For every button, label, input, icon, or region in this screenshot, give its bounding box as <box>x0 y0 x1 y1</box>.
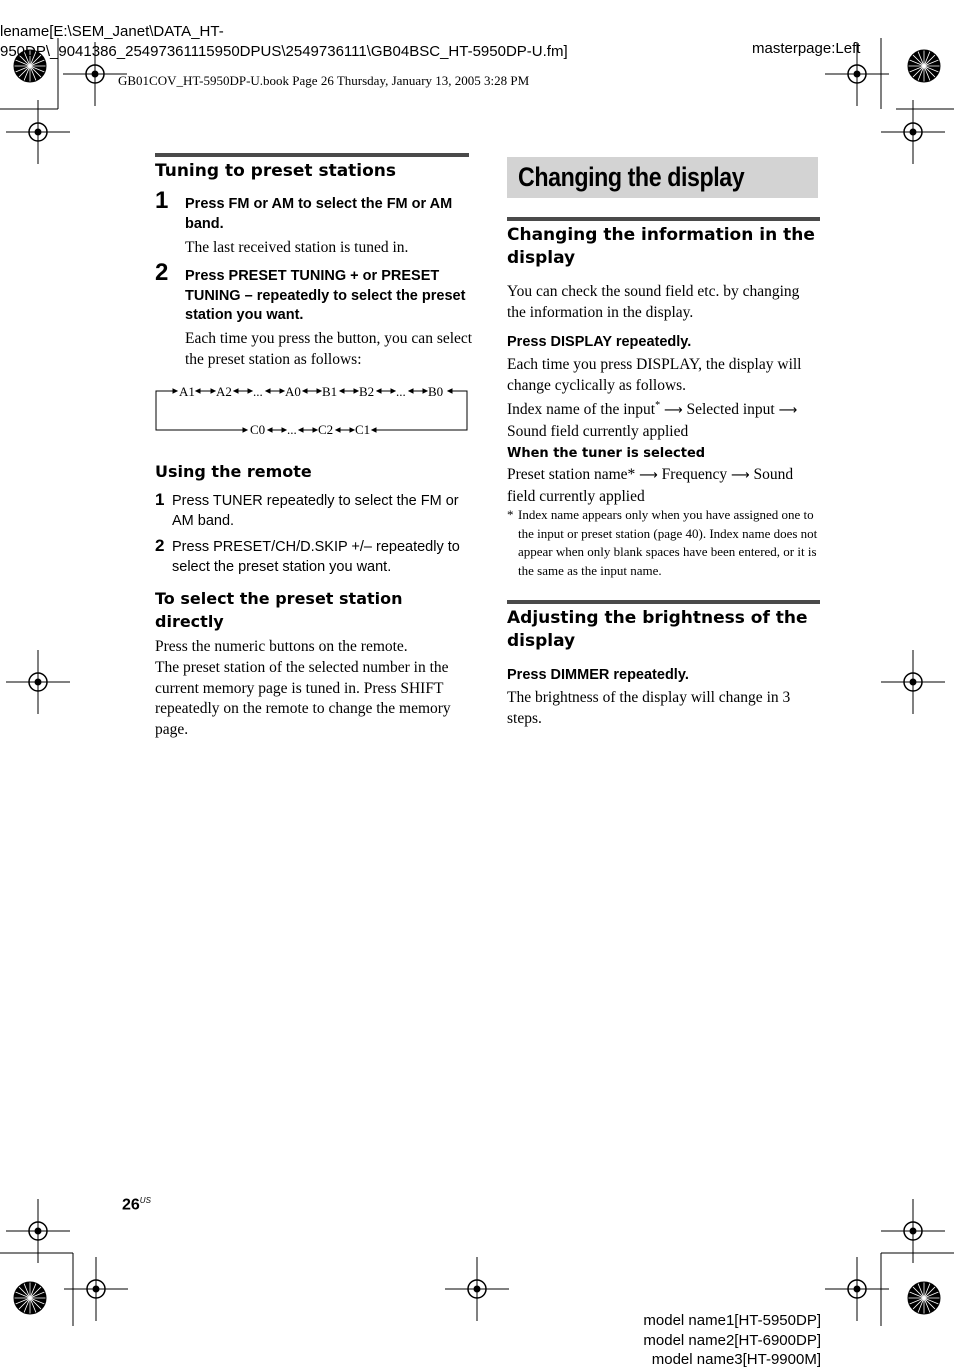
cycle-item: Sound field currently applied <box>507 466 794 505</box>
remote-step-text: Press TUNER repeatedly to select the FM or AM band. <box>172 493 459 529</box>
filename-line-1: lename[E:\SEM_Janet\DATA_HT- <box>0 23 224 40</box>
tuner-cycle <box>507 465 821 507</box>
preset-label: A1 <box>179 384 195 399</box>
arrow-right-icon: ⟶ <box>663 403 683 419</box>
preset-label: C0 <box>250 422 266 437</box>
arrow-right-icon: ⟶ <box>730 468 750 483</box>
step-number: 1 <box>155 187 169 214</box>
display-cycle <box>507 396 821 442</box>
masterpage-label: masterpage:Left <box>752 40 861 57</box>
preset-label: C1 <box>355 422 371 437</box>
section-title-remote: Using the remote <box>155 462 312 481</box>
arrow-right-icon: ⟶ <box>639 468 658 483</box>
section-rule <box>507 217 820 221</box>
page-number <box>122 1196 151 1214</box>
model-name-1: model name1[HT-5950DP] <box>643 1312 821 1329</box>
cycle-item: Frequency <box>661 466 728 483</box>
arrow-right-icon: ⟶ <box>778 403 798 419</box>
filename-line-2: 950DP\_9041386_25497361115950DPUS\2549736111\GB04BSC_HT-5950DP-U.fm] <box>0 43 568 60</box>
preset-label: B2 <box>359 384 375 399</box>
cycle-item: Index name of the input <box>507 401 656 419</box>
model-name-2: model name2[HT-6900DP] <box>643 1332 821 1349</box>
cycle-item: Preset station name* <box>507 466 636 483</box>
footnote: Index name appears only when you have assigned one to the input or preset station (page 40). Index name does not appear when only blank spaces have been entered, or it is the same as the input name. <box>518 507 818 578</box>
step-result: The last received station is tuned in. <box>185 239 409 256</box>
step-number: 2 <box>155 536 165 555</box>
section-title-direct: To select the preset station directly <box>155 589 403 631</box>
footnote-mark: * <box>507 507 514 522</box>
preset-label: ... <box>253 384 263 399</box>
step-number: 2 <box>155 259 169 286</box>
direct-body-1: Press the numeric buttons on the remote. <box>155 638 408 655</box>
preset-label: C2 <box>318 422 334 437</box>
press-dimmer-instruction: Press DIMMER repeatedly. <box>507 667 689 683</box>
info-body: You can check the sound field etc. by changing the information in the display. <box>507 283 800 321</box>
section-title-brightness: Adjusting the brightness of the display <box>507 608 808 651</box>
preset-label: A2 <box>216 384 232 399</box>
step-number: 1 <box>155 490 165 509</box>
preset-label: A0 <box>285 384 301 399</box>
page-number-suffix: US <box>139 1196 151 1205</box>
section-rule <box>507 600 820 604</box>
section-title-tuning: Tuning to preset stations <box>155 161 397 181</box>
section-title-info: Changing the information in the display <box>507 225 815 268</box>
section-rule <box>155 153 469 157</box>
brightness-body: The brightness of the display will change in 3 steps. <box>507 689 791 727</box>
chapter-banner <box>507 157 818 198</box>
chapter-title: Changing the display <box>518 162 745 192</box>
remote-step-text: Press PRESET/CH/D.SKIP +/– repeatedly to select the preset station you want. <box>172 539 460 575</box>
direct-body-2: The preset station of the selected number in the current memory page is tuned in. Press SHIFT repeatedly on the remote to change the memory page. <box>155 659 451 738</box>
book-info: GB01COV_HT-5950DP-U.book Page 26 Thursday, January 13, 2005 3:28 PM <box>118 73 530 88</box>
preset-label: B0 <box>428 384 444 399</box>
cycle-item: Sound field currently applied <box>507 422 689 440</box>
preset-cycle-diagram <box>150 378 474 438</box>
step-instruction: Press PRESET TUNING + or PRESET TUNING – repeatedly to select the preset station you want. <box>185 268 466 323</box>
step-instruction: Press FM or AM to select the FM or AM band. <box>185 196 453 232</box>
press-display-instruction: Press DISPLAY repeatedly. <box>507 334 692 350</box>
preset-label: B1 <box>322 384 338 399</box>
page-number-value: 26 <box>122 1196 140 1214</box>
preset-label: ... <box>287 422 297 437</box>
preset-label: ... <box>396 384 406 399</box>
tuner-subtitle: When the tuner is selected <box>507 446 706 461</box>
cycle-item: Selected input <box>686 401 775 419</box>
cycle-body: Each time you press DISPLAY, the display will change cyclically as follows. <box>507 356 802 394</box>
step-result: Each time you press the button, you can select the preset station as follows: <box>185 330 473 368</box>
model-name-3: model name3[HT-9900M] <box>651 1351 821 1368</box>
cycle-star: * <box>655 400 661 411</box>
